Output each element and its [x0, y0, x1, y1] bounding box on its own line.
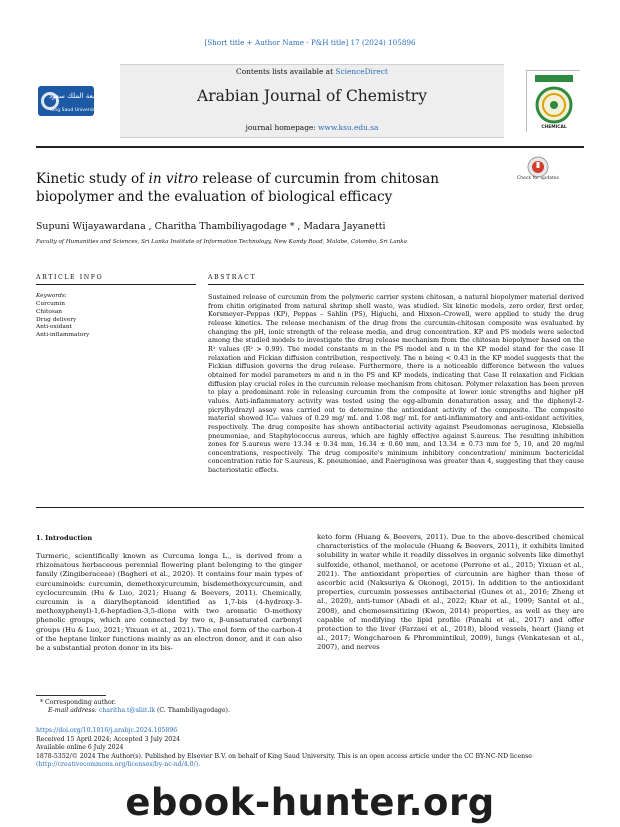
journal-title: Arabian Journal of Chemistry: [197, 87, 427, 105]
license-text: 1878-5352/© 2024 The Author(s). Published by Elsevier B.V. on behalf of King Saud University. This is an open access article under the CC BY-NC-ND license (http://creativecommons.org/licenses/by-nc-nd/4.0/).: [36, 752, 532, 769]
keyword: Curcumin: [36, 301, 66, 307]
author-list: Supuni Wijayawardana , Charitha Thambiliyagodage * , Madara Jayanetti: [36, 221, 386, 232]
homepage-link[interactable]: www.ksu.edu.sa: [318, 123, 379, 132]
keyword: Anti-inflammatory: [36, 332, 90, 339]
abstract-bottom-rule: [36, 507, 584, 508]
cover-label: CHEMICAL: [541, 125, 567, 130]
email-line: E-mail address: charitha.t@sliit.lk (C. Thambiliyagodage).: [48, 707, 230, 715]
sciencedirect-link[interactable]: ScienceDirect: [335, 67, 388, 76]
received-dates: Received 15 April 2024; Accepted 3 July 2024: [36, 735, 181, 743]
abstract-rule: [208, 284, 584, 285]
article-info-rule: [36, 284, 196, 285]
article-info-heading: ARTICLE INFO: [36, 274, 104, 281]
email-link[interactable]: charitha.t@sliit.lk: [98, 707, 156, 715]
introduction-left-column: Turmeric, scientifically known as Curcuma longa L., is derived from a rhizomatous herbaceous perennial flowering plant belonging to the ginger family (Zingiberaceae) (Bagheri et al., 2020). It contains four main types of curcuminoids: curcumin, demethoxycurcumin, bisdemethoxycurcumin, and cyclocurcumin (Hu & Luo, 2021; Huang & Beevers, 2011). Chemically, curcumin is a diarylheptanoid identified as 1,7-bis (4-hydroxy-3-methoxyphenyl)-1,6-heptadien-3,5-dione with two aromatic O-methoxy phenolic groups, which are connected by two α, β-unsaturated carbonyl groups (Hu & Luo, 2021; Yixuan et al., 2021). The enol form of the carbon-4 of the heptane linker functions mainly as an electron donor, and it can also be a substantial proton donor in its bis-: [36, 552, 302, 653]
publication-info: [36, 727, 584, 770]
affiliation: Faculty of Humanities and Sciences, Sri Lanka Institute of Information Technology, New Kandy Road, Malabe, Colombo, Sri Lanka: [36, 239, 407, 245]
journal-banner: [36, 64, 584, 138]
keyword: Anti-oxidant: [36, 324, 72, 331]
header-divider: [36, 146, 584, 148]
corresponding-author-note: * Corresponding author.: [40, 699, 116, 706]
check-for-updates-icon[interactable]: [522, 156, 554, 188]
check-for-updates-caption: Check for updates: [517, 176, 559, 181]
journal-banner-box: [120, 64, 504, 138]
license-link[interactable]: (http://creativecommons.org/licenses/by-nc-nd/4.0/).: [36, 761, 201, 769]
journal-cover-image: [526, 70, 580, 132]
contents-line: Contents lists available at ScienceDirect: [236, 67, 388, 76]
keyword: Drug delivery: [36, 316, 77, 323]
king-saud-university-logo: [36, 68, 104, 134]
footnote: [36, 699, 584, 715]
keywords-label: Keywords:: [36, 293, 67, 299]
online-date: Available online 6 July 2024: [36, 744, 124, 752]
logo-caption: King Saud University: [50, 108, 98, 113]
footnote-rule: [36, 695, 106, 696]
abstract-text: Sustained release of curcumin from the polymeric carrier system chitosan, a natural biopolymer material derived from chitin originated from natural shrimp shell waste, was studied. Six kinetic models, zero order, first order, Korsmeyer–Peppas (KP), Peppas – Sahlin (PS), Higuchi, and Hixson–Crowell, were applied to study the drug release kinetics. The release mechanism of the drug from the curcumin-chitosan composite was evaluated by changing the pH, ionic strength of the release media, and drug concentration. KP and PS models were selected among the studied models to investigate the drug release mechanism from the chitosan biopolymer based on the R² values (R² > 0.99). The model constants m in the PS model and n in the KP model stand for the case II relaxation and Fickian diffusion contribution, respectively. The n being < 0.43 in the KP model suggests that the Fickian diffusion governs the drug release. Furthermore, there is a noticeable difference between the values obtained for model parameters m and n in the PS and KP models, indicating that Case II relaxation and Fickian diffusion play crucial roles in the curcumin release mechanism from chitosan. Polymer relaxation has been proven to play a predominant role in releasing curcumin from the composite at lower ionic strengths and higher pH values. Anti-inflammatory activity was tested using the egg-albumin denaturation assay, and the diphenyl-2-picrylhydrazyl assay was carried out to determine the antioxidant activity of the composite. The composite material showed IC₅₀ values of 0.29 mg/ mL and 1.08 mg/ mL for anti-inflammatory and anti-oxidant activities, respectively. The drug composite has shown antibacterial activity against Pseudomonas aeruginosa, Klebsiella pneumoniae, and Staphylococcus aureus, which are highly effective against S.aureus. The resulting inhibition zones for S.aureus were 13.34 ± 0.34 mm, 16.34 ± 0.60 mm, and 13.34 ± 0.73 mm for 5, 10, and 20 mg/ml concentrations, respectively. The drug composite's minimum inhibitory concentration/ minimum bactericidal concentration ratio for S.aureus, K. pneumoniae, and P.aeruginosa was greater than 4, suggesting that they cause bacteriostatic effects.: [208, 293, 584, 475]
keywords-list: [36, 301, 89, 340]
running-header[interactable]: [Short title + Author Name - P&H title] 17 (2024) 105896: [204, 38, 416, 47]
logo-arabic-text: جامعة الملك سعود: [48, 92, 104, 100]
doi-link[interactable]: https://doi.org/10.1016/j.arabjc.2024.105896: [36, 727, 178, 734]
abstract-heading: ABSTRACT: [208, 274, 257, 281]
introduction-right-column: keto form (Huang & Beevers, 2011). Due to the above-described chemical characteristics of the molecule (Huang & Beevers, 2011), it exhibits limited solubility in water while it readily dissolves in organic solvents like dimethyl sulfoxide, ethanol, methanol, or acetone (Perrone et al., 2015; Yixuan et al., 2021). The antioxidant properties of curcumin are higher than those of ascorbic acid (Naksuriya & Okonogi, 2015). In addition to the antioxidant properties, curcumin possesses antibacterial (Gunes et al., 2016; Zheng et al., 2020), anti-tumor (Abadi et al., 2022; Khar et al., 1999; Santel et al., 2008), and chemosensitizing (Kwon, 2014) properties, as well as they are capable of modifying the lipid profile (Panahi et al., 2017) and offer protection to the liver (Farzaei et al., 2018), blood vessels, heart (Jiang et al., 2017; Wongcharoen & Phrommintikul, 2009), lungs (Venkatesan et al., 2007), and nerves: [317, 533, 584, 652]
watermark: ebook-hunter.org: [125, 781, 495, 824]
introduction-heading: 1. Introduction: [36, 534, 93, 542]
keyword: Chitosan: [36, 308, 63, 315]
paper-title: Kinetic study of in vitro release of curcumin from chitosan biopolymer and the evaluation of biological efficacy: [36, 171, 440, 205]
homepage-line: journal homepage: www.ksu.edu.sa: [245, 123, 379, 132]
